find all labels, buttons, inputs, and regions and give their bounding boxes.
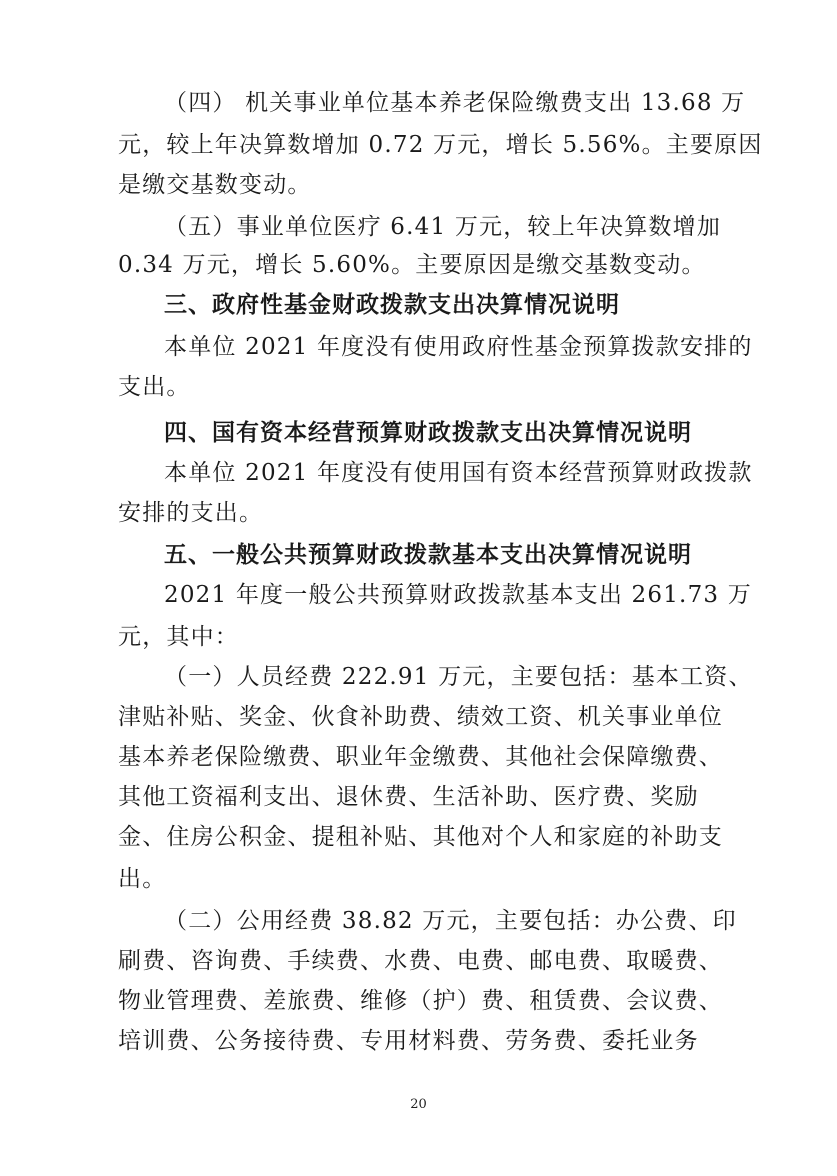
- text-line: 元，其中：: [118, 624, 239, 650]
- text-line: 0.34 万元，增长 5.60%。主要原因是缴交基数变动。: [118, 252, 706, 278]
- text-line: 安排的支出。: [118, 500, 264, 526]
- page-number: 20: [410, 1097, 427, 1112]
- text-line: 支出。: [118, 374, 191, 400]
- text-line: （一）人员经费 222.91 万元，主要包括：基本工资、: [164, 664, 753, 690]
- text-line: 基本养老保险缴费、职业年金缴费、其他社会保障缴费、: [118, 744, 723, 770]
- section-heading: 五、一般公共预算财政拨款基本支出决算情况说明: [164, 542, 692, 568]
- text-line: 元，较上年决算数增加 0.72 万元，增长 5.56%。主要原因: [118, 132, 763, 158]
- text-line: 出。: [118, 866, 167, 892]
- text-line: 本单位 2021 年度没有使用国有资本经营预算财政拨款: [164, 460, 753, 486]
- text-line: 津贴补贴、奖金、伙食补助费、绩效工资、机关事业单位: [118, 704, 723, 730]
- text-line: 培训费、公务接待费、专用材料费、劳务费、委托业务: [118, 1028, 699, 1054]
- text-line: 其他工资福利支出、退休费、生活补助、医疗费、奖励: [118, 784, 699, 810]
- text-line: 刷费、咨询费、手续费、水费、电费、邮电费、取暖费、: [118, 948, 723, 974]
- text-line: （五）事业单位医疗 6.41 万元，较上年决算数增加: [164, 214, 722, 240]
- text-line: 金、住房公积金、提租补贴、其他对个人和家庭的补助支: [118, 824, 723, 850]
- text-line: 物业管理费、差旅费、维修（护）费、租赁费、会议费、: [118, 988, 723, 1014]
- text-line: （二）公用经费 38.82 万元，主要包括：办公费、印: [164, 908, 737, 934]
- text-line: 是缴交基数变动。: [118, 172, 312, 198]
- section-heading: 三、政府性基金财政拨款支出决算情况说明: [164, 292, 620, 318]
- text-line: （四） 机关事业单位基本养老保险缴费支出 13.68 万: [164, 90, 746, 116]
- section-heading: 四、国有资本经营预算财政拨款支出决算情况说明: [164, 420, 692, 446]
- text-line: 本单位 2021 年度没有使用政府性基金预算拨款安排的: [164, 334, 753, 360]
- text-line: 2021 年度一般公共预算财政拨款基本支出 261.73 万: [164, 582, 752, 608]
